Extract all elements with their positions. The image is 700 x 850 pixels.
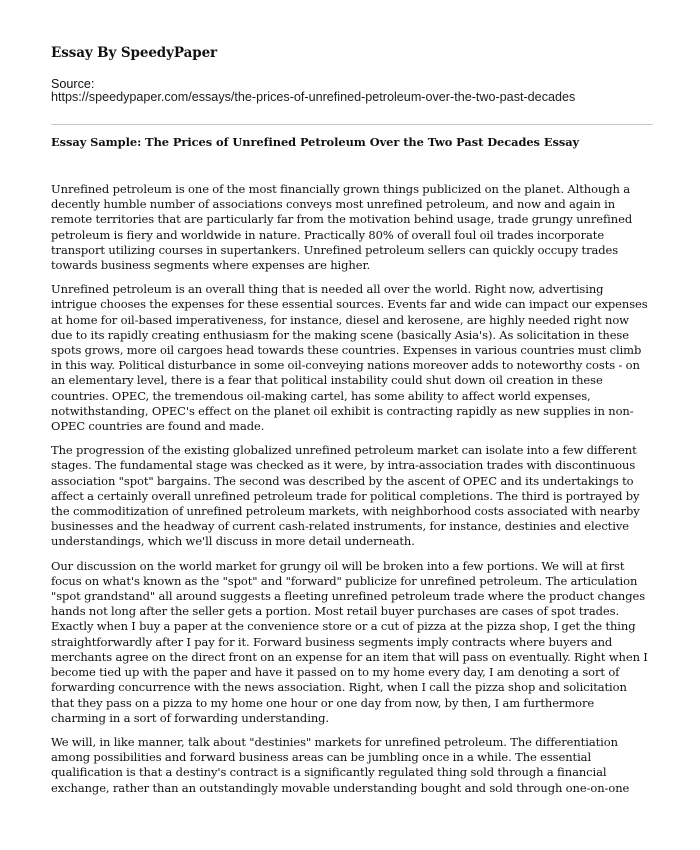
essay-body [51, 182, 651, 805]
essay-paragraph-5: We will, in like manner, talk about "destinies" markets for unrefined petroleum. The differentiation among possibilities and forward business areas can be jumbling once in a while. The essential qualification is that a destiny's contract is a significantly regulated thing sold through a financial exchange, rather than an outstandingly movable understanding bought and sold through one-on-one [51, 734, 630, 795]
source-label: Source: [51, 77, 95, 91]
essay-title: Essay By SpeedyPaper [51, 45, 218, 61]
essay-paragraph-4: Our discussion on the world market for grungy oil will be broken into a few portions. We will at first focus on what's known as the "spot" and "forward" publicize for unrefined petroleum. The articulation "spot grandstand" all around suggests a fleeting unrefined petroleum trade where the product changes hands not long after the seller gets a portion. Most retail buyer purchases are cases of spot trades. Exactly when I buy a paper at the convenience store or a cut of pizza at the pizza shop, I get the thing straightforwardly after I pay for it. Forward business segments imply contracts where buyers and merchants agree on the direct front on an expense for an item that will pass on eventually. Right when I become tied up with the paper and have it passed on to my home every day, I am denoting a sort of forwarding concurrence with the news association. Right, when I call the pizza shop and solicitation that they pass on a pizza to my home one hour or one day from now, by then, I am furthermore charming in a sort of forwarding understanding. [51, 558, 648, 725]
essay-paragraph-1: Unrefined petroleum is one of the most financially grown things publicized on the planet. Although a decently humble number of associations conveys most unrefined petroleum, and now and again in remote territories that are particularly far from the motivation behind usage, trade grungy unrefined petroleum is fiery and worldwide in nature. Practically 80% of overall foul oil trades incorporate transport utilizing courses in supertankers. Unrefined petroleum sellers can quickly occupy trades towards business segments where expenses are higher. [51, 182, 633, 273]
essay-sample-title: Essay Sample: The Prices of Unrefined Petroleum Over the Two Past Decades Essay [51, 135, 580, 149]
source-link[interactable]: https://speedypaper.com/essays/the-prices-of-unrefined-petroleum-over-the-two-past-decades [51, 90, 576, 104]
essay-paragraph-3: The progression of the existing globalized unrefined petroleum market can isolate into a few different stages. The fundamental stage was checked as it were, by intra-association trades with discontinuous association "spot" bargains. The second was described by the ascent of OPEC and its undertakings to affect a certainly overall unrefined petroleum trade for political completions. The third is portrayed by the commoditization of unrefined petroleum markets, with neighborhood costs associated with nearby businesses and the headway of current cash-related instruments, for instance, destinies and elective understandings, which we'll discuss in more detail underneath. [51, 443, 640, 549]
essay-paragraph-2: Unrefined petroleum is an overall thing that is needed all over the world. Right now, advertising intrigue chooses the expenses for these essential sources. Events far and wide can impact our expenses at home for oil-based imperativeness, for instance, diesel and kerosene, are highly needed right now due to its rapidly creating enthusiasm for the making scene (basically Asia's). As solicitation in these spots grows, more oil cargoes head towards these countries. Expenses in various countries must climb in this way. Political disturbance in some oil-conveying nations moreover adds to noteworthy costs - on an elementary level, there is a fear that political instability could shut down oil creation in these countries. OPEC, the tremendous oil-making cartel, has some ability to affect world expenses, notwithstanding, OPEC's effect on the planet oil exhibit is contracting rapidly as new supplies in non-OPEC countries are found and made. [51, 282, 648, 434]
header-divider [51, 124, 653, 125]
